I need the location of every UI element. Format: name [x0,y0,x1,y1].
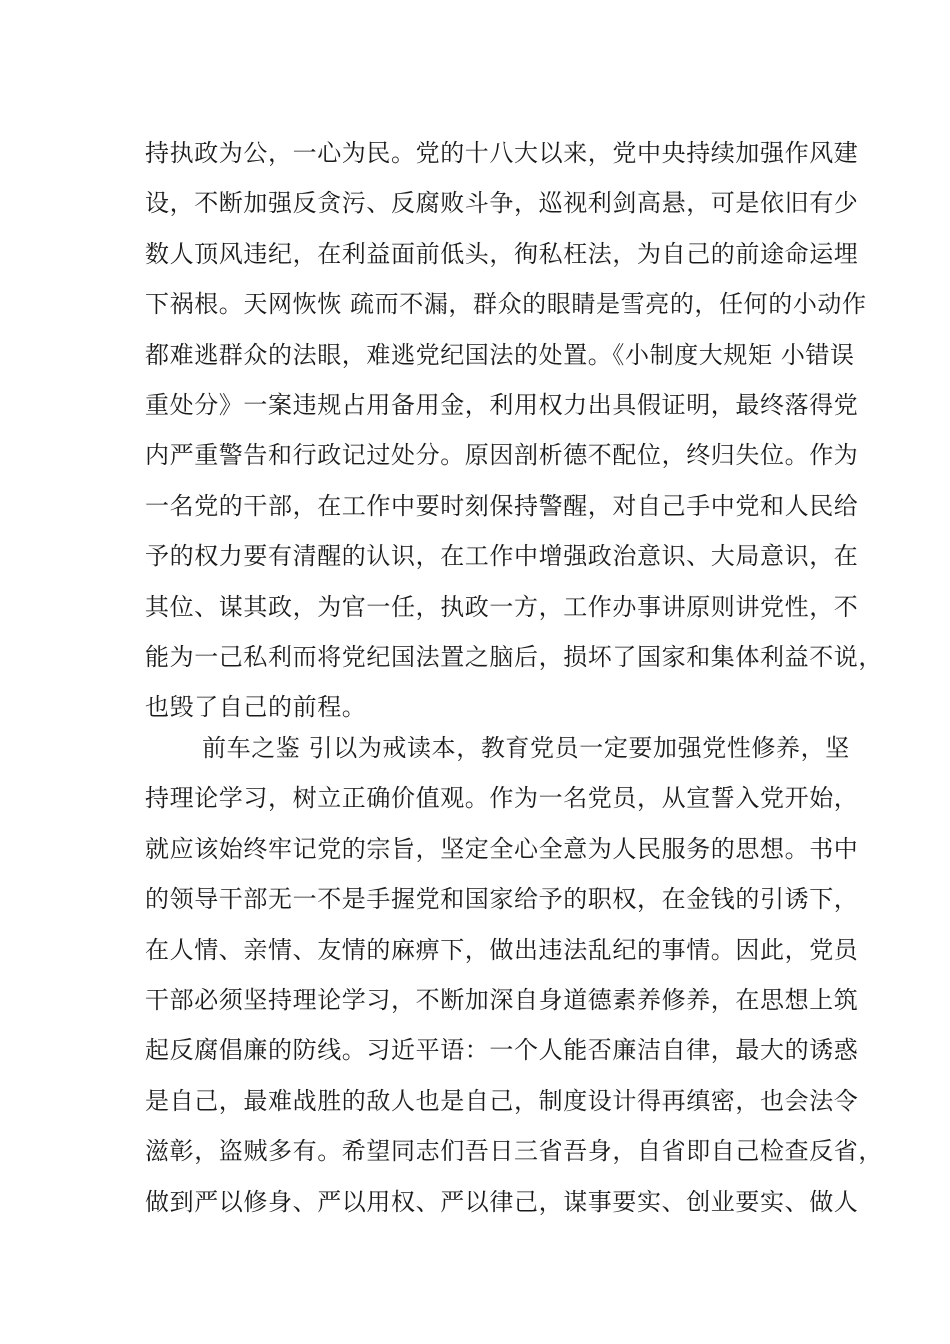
text-line: 其位、谋其政，为官一任，执政一方，工作办事讲原则讲党性，不 [145,592,859,621]
text-line: 是自己，最难战胜的敌人也是自己，制度设计得再缜密，也会法令 [145,1086,859,1115]
text-line: 起反腐倡廉的防线。习近平语：一个人能否廉洁自律，最大的诱惑 [145,1036,859,1065]
text-line: 内严重警告和行政记过处分。原因剖析德不配位，终归失位。作为 [145,441,859,470]
body-paragraph-2 [145,723,883,1227]
text-line: 在人情、亲情、友情的麻痹下，做出违法乱纪的事情。因此，党员 [145,935,859,964]
text-line: 滋彰，盗贼多有。希望同志们吾日三省吾身，自省即自己检查反省， [145,1137,883,1166]
text-line: 做到严以修身、严以用权、严以律己，谋事要实、创业要实、做人 [145,1187,859,1216]
text-line: 下祸根。天网恢恢 疏而不漏，群众的眼睛是雪亮的，任何的小动作 [145,290,867,319]
text-line: 持执政为公，一心为民。党的十八大以来，党中央持续加强作风建 [145,139,859,167]
text-line: 予的权力要有清醒的认识，在工作中增强政治意识、大局意识，在 [145,542,859,571]
text-line: 也毁了自己的前程。 [145,693,367,722]
text-line: 都难逃群众的法眼，难逃党纪国法的处置。《小制度大规矩 小错误 [145,340,855,369]
text-line: 一名党的干部，在工作中要时刻保持警醒，对自己手中党和人民给 [145,491,859,520]
text-line-indented: 前车之鉴 引以为戒读本，教育党员一定要加强党性修养，坚 [202,734,850,762]
text-line: 的领导干部无一不是手握党和国家给予的职权，在金钱的引诱下， [145,885,859,914]
text-line: 重处分》一案违规占用备用金，利用权力出具假证明，最终落得党 [145,390,859,419]
text-line: 设，不断加强反贪污、反腐败斗争，巡视利剑高悬，可是依旧有少 [145,189,859,218]
text-line: 数人顶风违纪，在利益面前低头，徇私枉法，为自己的前途命运埋 [145,239,859,268]
text-line: 干部必须坚持理论学习，不断加深自身道德素养修养，在思想上筑 [145,985,859,1014]
text-line: 持理论学习，树立正确价值观。作为一名党员，从宣誓入党开始， [145,784,859,813]
text-line: 就应该始终牢记党的宗旨，坚定全心全意为人民服务的思想。书中 [145,834,859,863]
text-line: 能为一己私利而将党纪国法置之脑后，损坏了国家和集体利益不说， [145,642,883,671]
body-paragraph-1 [145,128,883,733]
